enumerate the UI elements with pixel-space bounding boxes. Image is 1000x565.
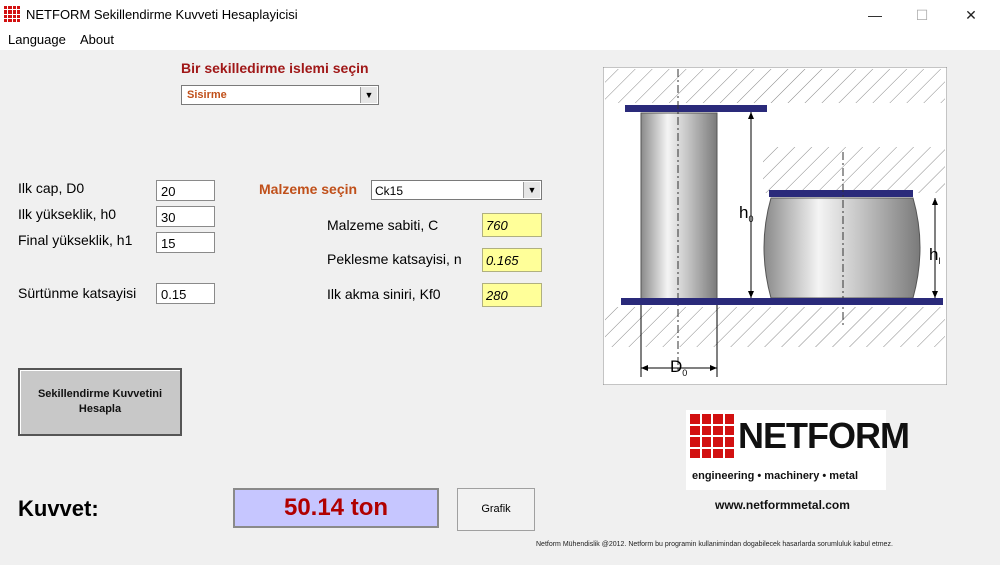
menu-language[interactable]: Language	[8, 32, 66, 47]
netform-logo-text: NETFORM	[738, 415, 909, 456]
maximize-button[interactable]: ☐	[915, 7, 929, 23]
material-heading: Malzeme seçin	[259, 181, 358, 197]
c-field[interactable]: 760	[482, 213, 542, 237]
menu-about[interactable]: About	[80, 32, 114, 47]
website-link[interactable]: www.netformmetal.com	[715, 498, 850, 512]
friction-input[interactable]: 0.15	[156, 283, 215, 304]
n-label: Peklesme katsayisi, n	[327, 251, 462, 267]
operation-select-value: Sisirme	[187, 89, 227, 101]
h1-label: Final yükseklik, h1	[18, 232, 133, 248]
material-select-value: Ck15	[375, 184, 404, 198]
app-logo-icon	[4, 6, 20, 22]
window-title: NETFORM Sekillendirme Kuvveti Hesaplayicisi	[26, 7, 298, 22]
netform-tagline: engineering • machinery • metal	[692, 470, 859, 482]
friction-label: Sürtünme katsayisi	[18, 285, 137, 301]
chevron-down-icon[interactable]: ▼	[523, 182, 540, 198]
n-field[interactable]: 0.165	[482, 248, 542, 272]
netform-grid-icon	[690, 414, 734, 458]
c-label: Malzeme sabiti, C	[327, 217, 439, 233]
h0-input[interactable]: 30	[156, 206, 215, 227]
h0-diagram-label: $h_0$	[739, 203, 754, 224]
graph-button[interactable]: Grafik	[457, 488, 535, 531]
h1-diagram-label: $h_l$	[929, 245, 941, 266]
upsetting-diagram	[603, 67, 947, 385]
footer-disclaimer: Netform Mühendislik @2012. Netform bu programin kullanimindan dogabilecek hasarlarda sorumluluk kabul etmez.	[536, 541, 893, 548]
kf0-label: Ilk akma siniri, Kf0	[327, 286, 441, 302]
force-result: 50.14 ton	[233, 488, 439, 528]
d0-diagram-label: $D_0$	[670, 357, 688, 378]
d0-input[interactable]: 20	[156, 180, 215, 201]
minimize-button[interactable]: —	[868, 7, 882, 23]
d0-label: Ilk cap, D0	[18, 180, 85, 196]
material-select[interactable]	[371, 180, 542, 200]
close-button[interactable]: ✕	[965, 7, 977, 23]
chevron-down-icon[interactable]: ▼	[360, 87, 377, 103]
netform-logo	[686, 410, 909, 490]
h1-input[interactable]: 15	[156, 232, 215, 253]
calculate-button-label: Sekillendirme Kuvvetini Hesapla	[37, 388, 163, 415]
operation-select[interactable]	[181, 85, 379, 105]
calculate-button[interactable]	[18, 368, 182, 436]
force-label: Kuvvet:	[18, 496, 99, 521]
h0-label: Ilk yükseklik, h0	[18, 206, 117, 222]
operation-heading: Bir sekilledirme islemi seçin	[181, 60, 369, 76]
kf0-field[interactable]: 280	[482, 283, 542, 307]
menu-bar	[0, 30, 1000, 50]
